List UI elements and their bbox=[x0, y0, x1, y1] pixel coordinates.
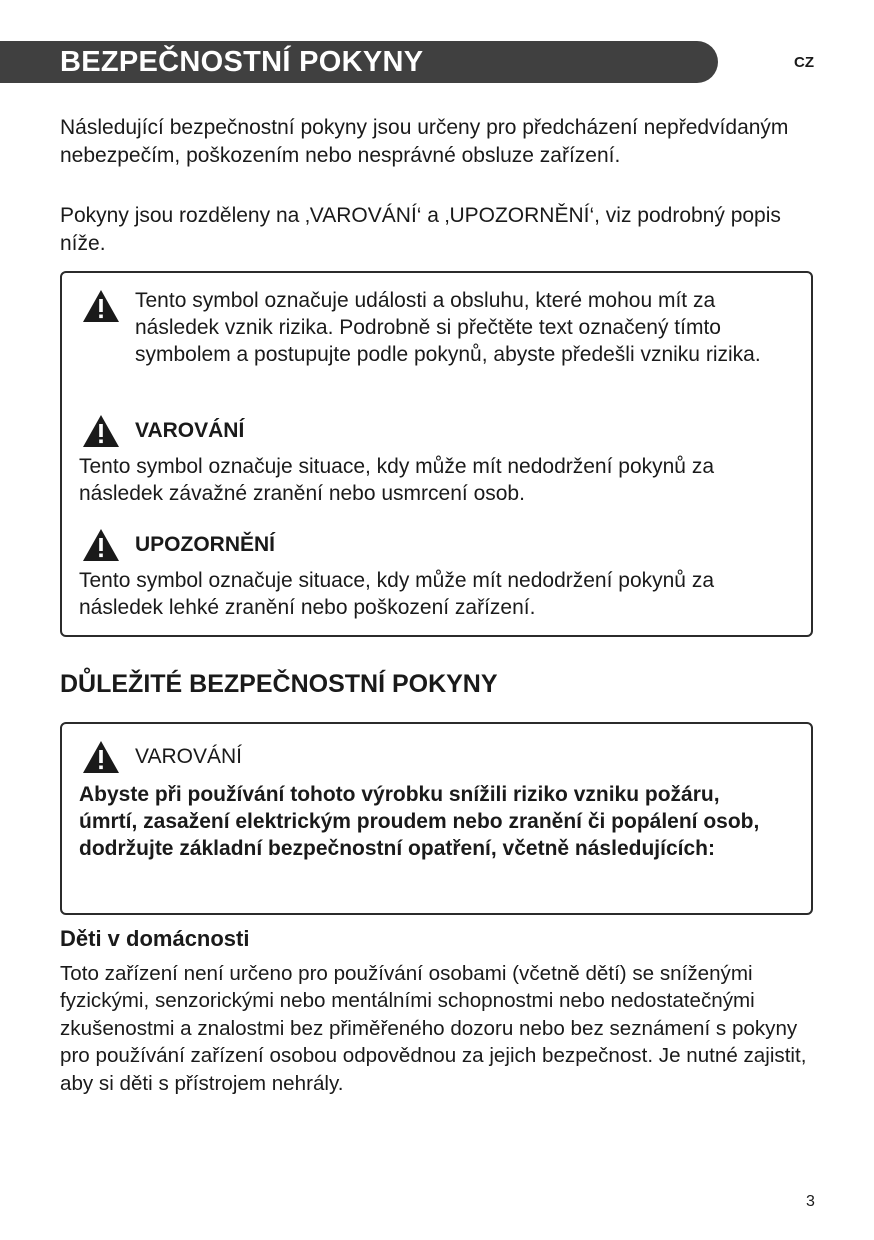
caution-label: UPOZORNĚNÍ bbox=[135, 533, 276, 556]
warning-triangle-icon bbox=[82, 289, 120, 323]
warning-description: Tento symbol označuje situace, kdy může mít nedodržení pokynů za následek závažné zranění nebo usmrcení osob. bbox=[79, 455, 715, 505]
symbol-description: Tento symbol označuje události a obsluhu, které mohou mít za následek vznik rizika. Podrobně si přečtěte text označený tímto symbolem a postupujte podle pokynů, abyste předešli vzniku rizika. bbox=[135, 289, 761, 366]
important-warning-label: VAROVÁNÍ bbox=[135, 745, 242, 768]
page-number: 3 bbox=[806, 1193, 815, 1210]
intro-paragraph-1: Následující bezpečnostní pokyny jsou určeny pro předcházení nepředvídaným nebezpečím, poškozením nebo nesprávné obsluze zařízení. bbox=[60, 116, 789, 167]
children-heading: Děti v domácnosti bbox=[60, 926, 250, 951]
symbol-legend-box bbox=[60, 271, 813, 637]
warning-triangle-icon bbox=[82, 740, 120, 774]
section-header-bar bbox=[0, 41, 718, 83]
children-text: Toto zařízení není určeno pro používání osobami (včetně dětí) se sníženými fyzickými, senzorickými nebo mentálními schopnostmi nebo nedostatečnými zkušenostmi a znalostmi bez přiměřeného dozoru nebo bez seznámení s pokyny pro používání zařízení osobou odpovědnou za jejich bezpečnost. Je nutné zajistit, aby si děti s přístrojem nehrály. bbox=[60, 962, 807, 1095]
warning-label: VAROVÁNÍ bbox=[135, 419, 245, 442]
page-title: BEZPEČNOSTNÍ POKYNY bbox=[60, 46, 424, 78]
caution-description: Tento symbol označuje situace, kdy může mít nedodržení pokynů za následek lehké zranění nebo poškození zařízení. bbox=[79, 569, 715, 619]
intro-paragraph-2: Pokyny jsou rozděleny na ‚VAROVÁNÍ‘ a ‚UPOZORNĚNÍ‘, viz podrobný popis níže. bbox=[60, 204, 781, 255]
important-warning-box bbox=[60, 722, 813, 915]
important-warning-text: Abyste při používání tohoto výrobku snížili riziko vzniku požáru, úmrtí, zasažení elektrickým proudem nebo zranění či popálení osob, dodržujte základní bezpečnostní opatření, včetně následujících: bbox=[79, 783, 760, 860]
warning-triangle-icon bbox=[82, 528, 120, 562]
language-tag: CZ bbox=[794, 54, 814, 71]
important-safety-heading: DŮLEŽITÉ BEZPEČNOSTNÍ POKYNY bbox=[60, 670, 498, 698]
warning-triangle-icon bbox=[82, 414, 120, 448]
